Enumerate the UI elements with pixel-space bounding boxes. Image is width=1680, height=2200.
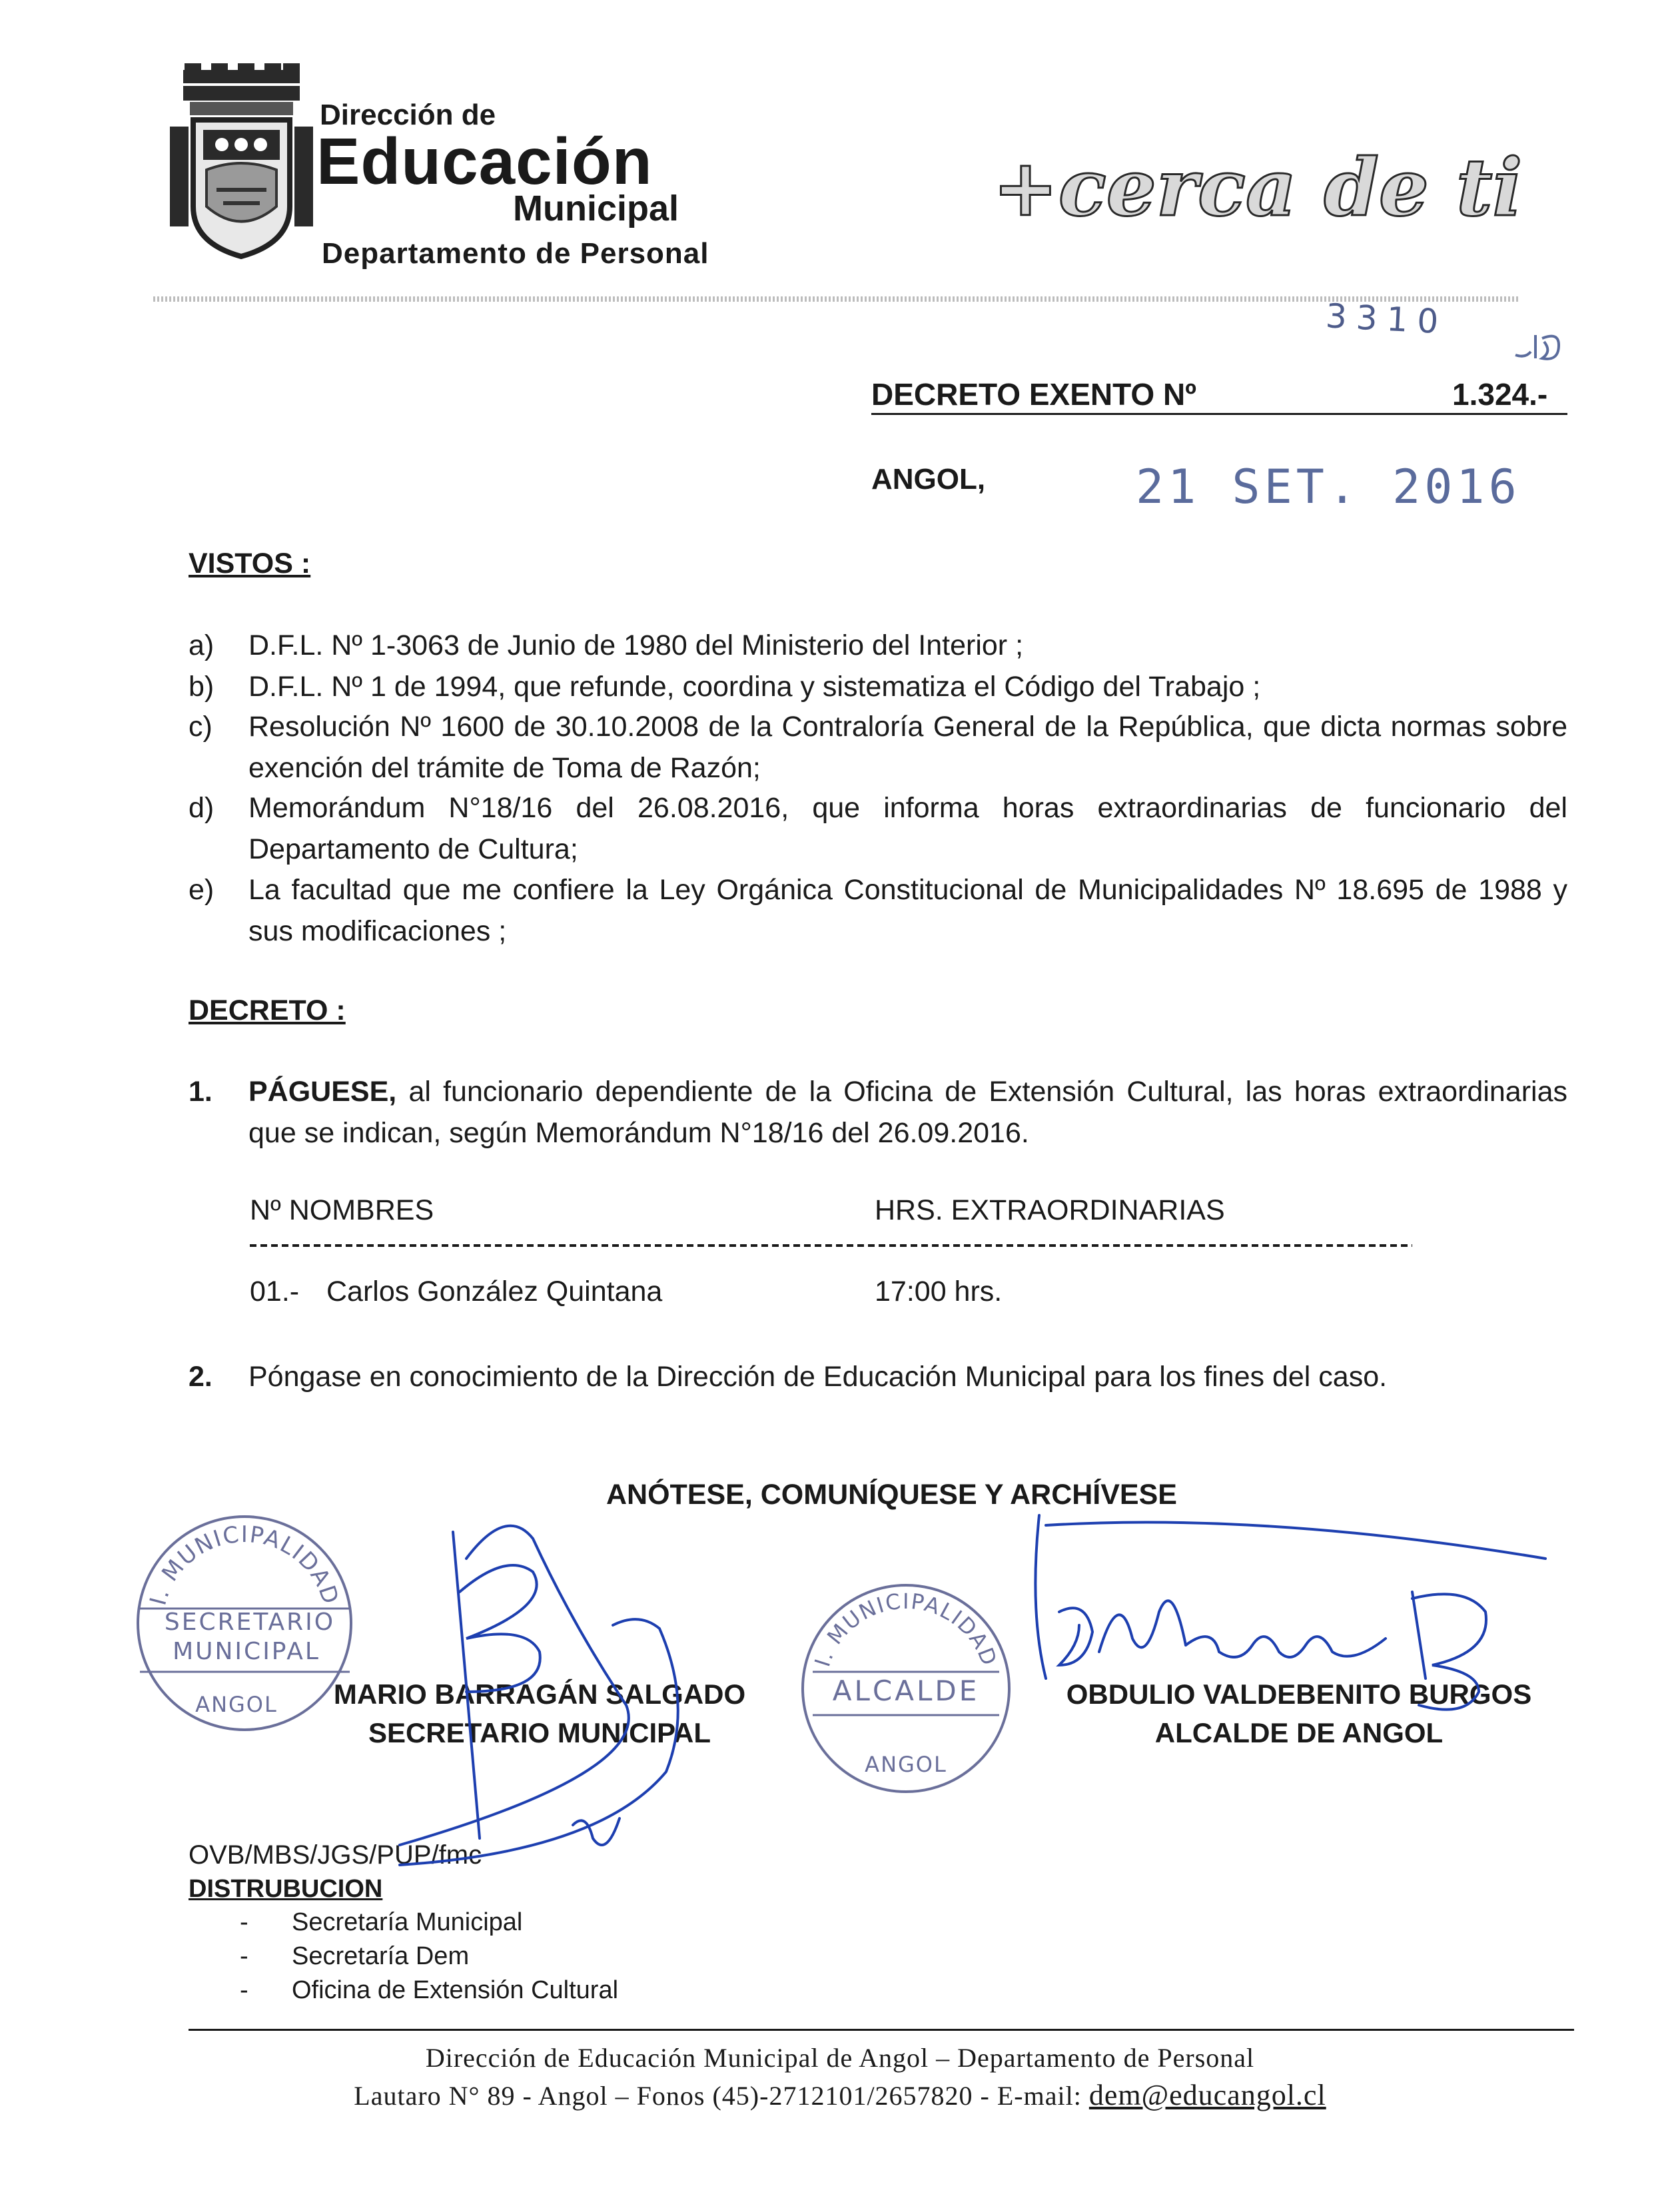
svg-text:MUNICIPAL: MUNICIPAL bbox=[173, 1638, 320, 1665]
decreto-item-1 bbox=[189, 1071, 1567, 1154]
vistos-item bbox=[189, 706, 1567, 789]
item-mark: a) bbox=[189, 629, 214, 661]
item-mark: e) bbox=[189, 874, 214, 906]
decree-label: DECRETO EXENTO Nº bbox=[871, 377, 1196, 412]
item-text bbox=[248, 1071, 1567, 1154]
item-text: D.F.L. Nº 1 de 1994, que refunde, coordina y sistematiza el Código del Trabajo ; bbox=[248, 671, 1261, 703]
svg-text:ANGOL: ANGOL bbox=[865, 1752, 947, 1777]
item-text: La facultad que me confiere la Ley Orgánica Constitucional de Municipalidades Nº 18.695 de 1988 y sus modificaciones ; bbox=[248, 874, 1567, 947]
item-text: Memorándum N°18/16 del 26.08.2016, que informa horas extraordinarias de funcionario del Departamento de Cultura; bbox=[248, 792, 1567, 865]
item-mark: d) bbox=[189, 792, 214, 824]
svg-text:ALCALDE: ALCALDE bbox=[832, 1674, 980, 1707]
svg-text:I. MUNICIPALIDAD: I. MUNICIPALIDAD bbox=[809, 1588, 1003, 1670]
right-signatory-name: OBDULIO VALDEBENITO BURGOS bbox=[1066, 1678, 1532, 1710]
distribution-item: - Oficina de Extensión Cultural bbox=[240, 1976, 619, 2004]
right-signatory-title: ALCALDE DE ANGOL bbox=[1154, 1717, 1444, 1748]
municipal-crest-logo bbox=[170, 63, 313, 263]
distribution-heading: DISTRUBUCION bbox=[189, 1875, 383, 1903]
vistos-item bbox=[189, 666, 1567, 707]
item-mark: c) bbox=[189, 711, 212, 743]
item-mark: 1. bbox=[189, 1076, 212, 1108]
distribution-item-label: Secretaría Dem bbox=[292, 1942, 470, 1970]
footer-divider bbox=[189, 2029, 1574, 2031]
svg-text:ANGOL: ANGOL bbox=[195, 1692, 278, 1717]
decree-place: ANGOL, bbox=[871, 463, 986, 496]
vistos-item bbox=[189, 869, 1567, 952]
header-divider bbox=[153, 296, 1519, 302]
vistos-item bbox=[189, 787, 1567, 870]
vistos-item bbox=[189, 625, 1567, 666]
distribution-item-label: Oficina de Extensión Cultural bbox=[292, 1976, 619, 2004]
table-row-num: 01.- bbox=[250, 1276, 300, 1307]
pay-lead: PÁGUESE, bbox=[248, 1076, 397, 1108]
handwritten-number: 3310 bbox=[1324, 296, 1449, 342]
cerca-de-ti-logo bbox=[986, 137, 1523, 243]
vistos-heading: VISTOS : bbox=[189, 548, 311, 579]
distribution-item: - Secretaría Municipal bbox=[240, 1908, 523, 1936]
decreto-heading: DECRETO : bbox=[189, 994, 346, 1026]
item-text: Resolución Nº 1600 de 30.10.2008 de la Contraloría General de la República, que dicta normas sobre exención del trámite de Toma de Razón; bbox=[248, 711, 1567, 784]
distribution-item: - Secretaría Dem bbox=[240, 1942, 470, 1970]
item-mark: 2. bbox=[189, 1361, 212, 1393]
table-col-names: Nº NOMBRES bbox=[250, 1194, 434, 1226]
decreto-item-2 bbox=[189, 1356, 1567, 1397]
decree-number: 1.324.- bbox=[1452, 377, 1548, 412]
handwritten-mark-icon bbox=[1512, 325, 1565, 365]
pay-text: al funcionario dependiente de la Oficina de Extensión Cultural, las horas extraordinarias que se indican, según Memorándum N°18/16 del 26.09.2016. bbox=[248, 1076, 1568, 1149]
footer-contact: Lautaro N° 89 - Angol – Fonos (45)-2712101/2657820 - E-mail: bbox=[354, 2081, 1082, 2111]
closing-formula: ANÓTESE, COMUNÍQUESE Y ARCHÍVESE bbox=[606, 1479, 1177, 1511]
svg-text:+cerca de ti: +cerca de ti bbox=[993, 141, 1523, 234]
distribution-item-label: Secretaría Municipal bbox=[292, 1908, 523, 1936]
table-dashed-rule bbox=[250, 1244, 1412, 1247]
item-text: Póngase en conocimiento de la Dirección de Educación Municipal para los fines del caso. bbox=[248, 1361, 1388, 1393]
footer-email: dem@educangol.cl bbox=[1088, 2079, 1326, 2111]
initials: OVB/MBS/JGS/PUP/fmc bbox=[189, 1840, 482, 1870]
svg-text:I. MUNICIPALIDAD: I. MUNICIPALIDAD bbox=[145, 1521, 344, 1609]
header-direccion: Dirección de bbox=[320, 99, 496, 131]
left-signatory-title: SECRETARIO MUNICIPAL bbox=[368, 1717, 711, 1748]
table-col-hours: HRS. EXTRAORDINARIAS bbox=[875, 1194, 1225, 1226]
item-mark: b) bbox=[189, 671, 214, 703]
date-stamp: 21 SET. 2016 bbox=[1136, 460, 1521, 514]
header-departamento: Departamento de Personal bbox=[322, 237, 709, 270]
decree-underline bbox=[871, 413, 1567, 415]
header-educacion: Educación bbox=[316, 125, 653, 198]
svg-text:SECRETARIO: SECRETARIO bbox=[164, 1609, 336, 1636]
footer-line-1: Dirección de Educación Municipal de Angol – Departamento de Personal bbox=[425, 2043, 1255, 2073]
footer-line-2 bbox=[0, 2078, 1680, 2112]
header-municipal: Municipal bbox=[513, 188, 679, 228]
left-signatory-name: MARIO BARRAGÁN SALGADO bbox=[333, 1678, 746, 1710]
table-row-name: Carlos González Quintana bbox=[326, 1276, 663, 1307]
table-row-hours: 17:00 hrs. bbox=[875, 1276, 1003, 1307]
item-text: D.F.L. Nº 1-3063 de Junio de 1980 del Ministerio del Interior ; bbox=[248, 629, 1024, 661]
